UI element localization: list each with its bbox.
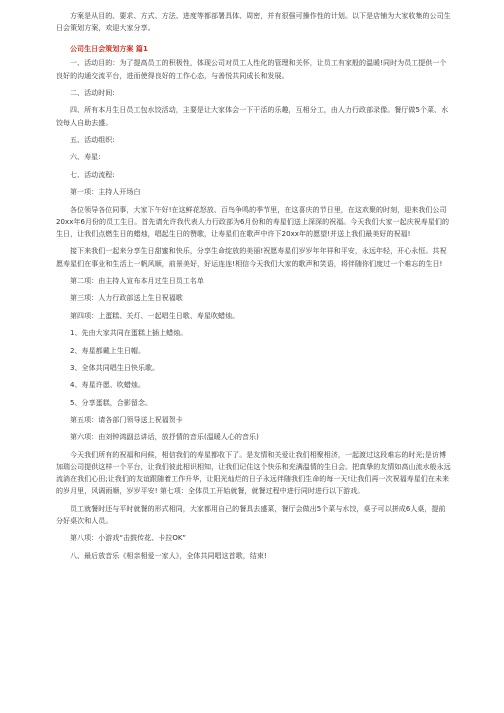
- paragraph: 二、活动时间:: [70, 89, 115, 97]
- intro-paragraph: 方案是从目的、要求、方式、方法、进度等都部署具体、周密，并有很强可操作性的计划。以下是店铺为大家收集的公司生日会策划方案，欢迎大家分享。: [56, 12, 451, 33]
- paragraph: 一、活动目的：为了提高员工的积极性，体现公司对员工人性化的管理和关怀，让员工有家般的温暖!同时为员工提供一个良好的沟通交流平台，进而使得良好的工作心态，与善悦共同成长和发展。: [56, 59, 447, 80]
- paragraph: 第一项：主持人开场白: [70, 188, 141, 197]
- paragraph: 接下来我们一起来分享生日甜蜜和快乐，分享生命绽放的美丽!祝愿寿星们岁岁年年祥和平安，永远年轻，开心永恒。共祝愿寿星们在事业和生活上一帆风顺，前景美好，好运连连!相信今天我们大家的歌声和笑语，将伴随你们度过一个难忘的生日!: [56, 247, 447, 268]
- paragraph: 各位领导各位同事，大家下午好!在这鲜花怒放、百鸟争鸣的季节里，在这喜庆的节日里，在这欢聚的时刻，迎来我们公司20xx年6月份的员工生日。首先请允许我代表人力行政部为6月份和的寿星们送上深深的祝福。今天我们大家一起庆祝寿星们的生日，让我们点燃生日的蜡烛，唱起生日的赞歌，让寿星们在歌声中许下20xx年的愿望!并送上我们最美好的祝福!: [56, 205, 449, 238]
- paragraph-list: [56, 57, 452, 562]
- paragraph: 5、分享蛋糕，合影留念。: [70, 398, 153, 407]
- paragraph: 七、活动流程:: [70, 170, 115, 179]
- paragraph: 第二项：由主持人宣布本月过生日员工名单: [70, 276, 204, 285]
- paragraph: 2、寿星都戴上生日帽。: [70, 346, 146, 355]
- paragraph: 第三项：人力行政部送上生日祝福歌: [70, 294, 183, 303]
- paragraph: 第五项：请各部门领导送上祝福贺卡: [70, 416, 183, 425]
- paragraph: 五、活动组织:: [70, 135, 115, 144]
- paragraph: 员工就餐时还与平时就餐的形式相同，大家都用自己的餐具去盛菜，餐厅会做出5个菜与水饺，桌子可以拼成6人桌，提前分好桌次和人员。: [56, 504, 446, 526]
- paragraph: 4、寿星许愿、吹蜡烛。: [70, 381, 146, 390]
- paragraph: 第六项：由刘钟鸿副总讲话，放抒情的音乐(温暖人心的音乐): [70, 433, 259, 442]
- paragraph: 今天我们所有的祝福和问候，相信我们的寿星都收下了。是友情和关爱让我们相聚相济，一起渡过这段难忘的时光;是访博加瑞公司提供这样一个平台，让我们彼此相识相知，让我们记住这个快乐和充满温情的生日会。把真挚的友情如高山流水般永远流淌在我们心田;让我们的友谊跟随着工作升华，让阳光灿烂的日子永远伴随我们生命的每一天!让我们再一次祝福寿星们在未来的岁月里，风调雨顺，岁岁平安! 第七项：全体员工开始就餐，就餐过程中进行同时进行以下游戏。: [56, 450, 451, 496]
- paragraph: 1、先由大家共同在蛋糕上插上蜡烛。: [70, 329, 188, 338]
- paragraph: 第四项：上蛋糕、关灯、一起唱生日歌、寿星吹蜡烛。: [70, 311, 240, 320]
- document-body: [56, 10, 452, 567]
- paragraph: 八、最后放音乐《相亲相爱一家人》，全体共同唱这首歌，结束!: [70, 551, 267, 560]
- section-title: 公司生日会策划方案 篇1: [70, 45, 148, 54]
- paragraph: 六、寿星:: [70, 153, 101, 162]
- paragraph: 四、所有本月生日员工包水饺活动，主要是让大家体会一下干活的乐趣，互相分工，由人力行政部录像。餐厅做5个菜、水饺每人自助去盛。: [56, 106, 449, 127]
- paragraph: 3、全体共同唱生日快乐歌。: [70, 363, 160, 372]
- paragraph: 第八项：小游戏“击鼓传花、卡拉OK”: [70, 534, 187, 543]
